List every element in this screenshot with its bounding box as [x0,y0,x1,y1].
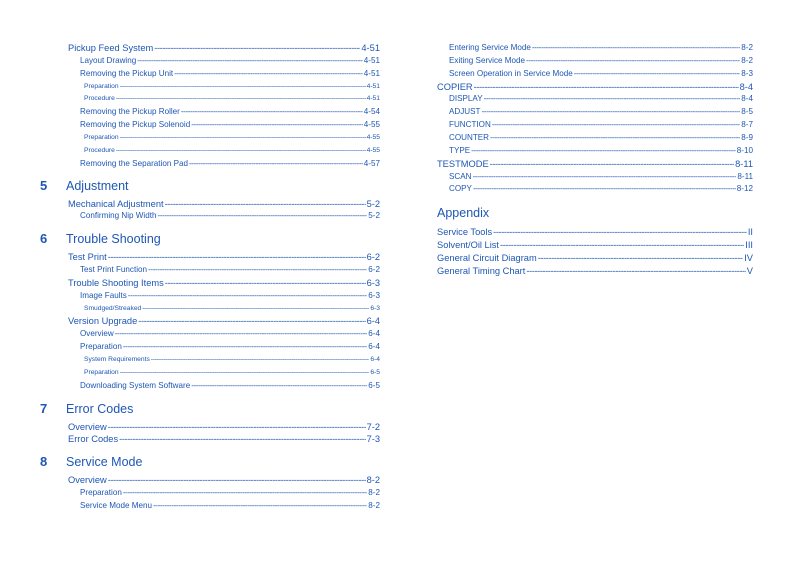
dot-leader [115,328,368,340]
toc-entry[interactable] [449,145,753,157]
chapter-number: 6 [40,231,48,247]
dot-leader [484,93,741,105]
toc-entry-title: COPIER [437,81,473,92]
toc-page-number: 4-55 [366,146,380,154]
toc-entry[interactable] [449,68,753,80]
toc-entry[interactable] [449,55,753,67]
chapter-title: Trouble Shooting [66,232,161,247]
toc-page-number: 8-11 [735,158,753,169]
dot-leader [137,55,363,67]
toc-entry[interactable] [80,500,380,512]
toc-page-number: 4-57 [363,158,380,168]
toc-entry-title: Mechanical Adjustment [68,198,164,209]
dot-leader [116,145,366,157]
toc-page-number: 4-54 [363,107,380,117]
toc-page-number: 4-51 [363,68,380,78]
toc-entry[interactable] [449,106,753,118]
dot-leader [189,158,363,170]
toc-page-number: 8-2 [368,500,380,510]
toc-page-number: 8-2 [741,55,753,65]
chapter-title: Service Mode [66,455,143,470]
toc-entry-title: Removing the Pickup Unit [80,68,174,78]
dot-leader [471,145,736,157]
toc-page-number: 8-4 [739,81,753,92]
toc-entry[interactable] [80,106,380,118]
dot-leader [490,158,734,170]
dot-leader [120,81,366,93]
toc-entry-title: Confirming Nip Width [80,211,157,221]
dot-leader [120,367,370,379]
toc-entry[interactable] [84,93,380,105]
toc-entry[interactable] [80,328,380,340]
dot-leader [481,106,740,118]
toc-entry[interactable] [80,487,380,499]
toc-entry-title: Screen Operation in Service Mode [449,68,573,78]
chapter-number: 7 [40,400,48,416]
toc-entry-title: DISPLAY [449,94,483,104]
dot-leader [493,226,747,238]
dot-leader [526,55,740,67]
toc-page-number: 6-5 [370,368,380,376]
toc-entry[interactable] [80,68,380,80]
toc-entry[interactable] [80,55,380,67]
toc-page-number: 4-55 [366,133,380,141]
toc-page-number: 4-51 [366,95,380,103]
toc-entry-title: Overview [68,421,107,432]
toc-entry[interactable] [437,226,753,238]
dot-leader [128,290,368,302]
toc-page-number: 8-2 [366,475,380,486]
toc-page-number: 4-51 [361,43,380,53]
toc-page-number: V [746,265,753,276]
toc-page-number: 8-9 [741,132,753,142]
toc-entry-title: Procedure [84,95,115,103]
toc-entry-title: SCAN [449,171,472,181]
dot-leader [123,487,367,499]
toc-page-number: III [745,240,753,251]
toc-entry-title: System Requirements [84,356,150,363]
toc-entry-title: Solvent/Oil List [437,240,500,251]
toc-entry-title: Service Mode Menu [80,500,152,510]
toc-entry-title: Preparation [84,368,119,376]
toc-entry[interactable] [449,119,753,131]
toc-entry[interactable] [68,421,380,433]
toc-entry-title: Smudged/Streaked [84,304,142,312]
toc-entry-title: TESTMODE [437,158,489,169]
toc-page-number: 6-3 [368,290,380,300]
dot-leader [116,93,366,105]
dot-leader [108,421,366,433]
toc-entry[interactable] [68,315,380,327]
toc-entry-title: Preparation [80,342,122,352]
toc-page-number: 6-5 [368,380,380,390]
dot-leader [191,380,367,392]
toc-entry[interactable] [80,380,380,392]
toc-page-number: 6-4 [368,342,380,352]
toc-page-number: 8-7 [741,120,753,130]
toc-page-number: 8-5 [741,107,753,117]
dot-leader [108,251,366,263]
toc-page-number: 6-4 [370,356,380,363]
toc-page-number: 8-2 [368,488,380,498]
toc-entry[interactable] [84,303,380,315]
toc-entry[interactable] [437,265,753,277]
chapter-heading [40,178,129,193]
toc-entry-title: General Circuit Diagram [437,252,537,263]
toc-page-number: 6-2 [366,252,380,263]
toc-entry[interactable] [449,171,753,183]
toc-entry-title: ADJUST [449,107,481,117]
dot-leader [148,264,367,276]
toc-entry-title: General Timing Chart [437,265,526,276]
toc-entry-title: Test Print [68,252,107,263]
toc-entry[interactable] [84,145,380,157]
chapter-title: Adjustment [66,178,129,193]
dot-leader [490,132,740,144]
dot-leader [492,119,740,131]
toc-entry-title: Exiting Service Mode [449,55,526,65]
toc-entry-title: Pickup Feed System [68,43,154,53]
toc-entry[interactable] [437,158,753,170]
toc-entry-title: Test Print Function [80,265,148,275]
toc-entry-title: Service Tools [437,227,493,238]
toc-entry-title: Overview [80,329,114,339]
dot-leader [532,42,740,54]
toc-page-number: 8-4 [741,94,753,104]
toc-entry[interactable] [449,42,753,54]
dot-leader [181,106,363,118]
toc-page-number: II [747,227,753,238]
toc-page-number: 7-3 [366,434,380,445]
toc-page-number: IV [744,252,753,263]
toc-page-number: 8-12 [736,184,753,194]
toc-entry[interactable] [84,354,380,366]
dot-leader [120,132,366,144]
toc-entry[interactable] [84,81,380,93]
chapter-heading [437,206,489,220]
toc-page-number: 6-4 [366,316,380,327]
toc-entry[interactable] [449,132,753,144]
dot-leader [538,252,743,264]
chapter-number: 8 [40,454,48,470]
toc-entry-title: COPY [449,184,472,194]
dot-leader [108,474,366,486]
toc-entry[interactable] [84,132,380,144]
dot-leader [165,277,366,289]
toc-entry-title: Removing the Pickup Solenoid [80,120,191,130]
dot-leader [174,68,363,80]
toc-page-number: 6-3 [366,277,380,288]
toc-entry[interactable] [437,252,753,264]
dot-leader [142,303,369,315]
toc-entry[interactable] [437,239,753,251]
toc-entry-title: Overview [68,475,107,486]
toc-entry-title: Preparation [84,82,119,90]
toc-entry-title: Downloading System Software [80,380,191,390]
chapter-heading [40,401,133,416]
toc-entry[interactable] [449,183,753,195]
toc-entry[interactable] [80,264,380,276]
toc-entry-title: FUNCTION [449,120,491,130]
toc-entry[interactable] [68,198,380,210]
dot-leader [157,210,367,222]
dot-leader [165,198,366,210]
toc-page-number: 4-55 [363,120,380,130]
toc-entry-title: Trouble Shooting Items [68,277,164,288]
chapter-number: 5 [40,177,48,193]
toc-page-number: 6-4 [368,329,380,339]
chapter-title: Appendix [437,206,490,221]
toc-entry-title: Removing the Separation Pad [80,158,188,168]
toc-entry-title: Image Faults [80,290,127,300]
dot-leader [153,500,367,512]
toc-entry-title: Error Codes [68,434,119,445]
dot-leader [574,68,741,80]
toc-entry[interactable] [80,158,380,170]
dot-leader [138,315,365,327]
toc-entry[interactable] [84,367,380,379]
toc-entry-title: Layout Drawing [80,55,137,65]
chapter-title: Error Codes [66,401,134,416]
dot-leader [474,81,739,93]
dot-leader [526,265,745,277]
dot-leader [123,341,367,353]
toc-entry-title: Version Upgrade [68,316,138,327]
toc-entry-title: Preparation [84,133,119,141]
toc-entry[interactable] [68,474,380,486]
toc-page-number: 8-2 [741,43,753,52]
toc-entry[interactable] [80,341,380,353]
toc-page-number: 6-3 [370,304,380,312]
toc-entry[interactable] [80,290,380,302]
toc-entry-title: Procedure [84,146,115,154]
dot-leader [154,42,360,54]
toc-entry[interactable] [449,93,753,105]
dot-leader [119,433,365,445]
toc-entry-title: COUNTER [449,132,490,142]
toc-entry[interactable] [437,81,753,93]
toc-page-number: 4-51 [363,55,380,65]
toc-page-number: 8-3 [741,68,753,78]
dot-leader [500,239,744,251]
toc-page-number: 8-10 [736,145,753,155]
toc-entry[interactable] [80,210,380,222]
toc-page-number: 5-2 [368,211,380,221]
toc-entry[interactable] [68,277,380,289]
toc-page-number: 6-2 [368,265,380,275]
toc-entry[interactable] [68,42,380,54]
toc-entry-title: Removing the Pickup Roller [80,107,180,117]
chapter-heading [40,231,161,246]
toc-entry-title: Entering Service Mode [449,43,531,52]
dot-leader [473,183,736,195]
toc-entry[interactable] [80,119,380,131]
toc-entry-title: Preparation [80,488,122,498]
dot-leader [191,119,363,131]
chapter-heading [40,454,142,469]
toc-entry-title: TYPE [449,145,471,155]
dot-leader [151,354,370,366]
dot-leader [473,171,737,183]
toc-page-number: 8-11 [737,171,753,181]
toc-entry[interactable] [68,251,380,263]
toc-entry[interactable] [68,433,380,445]
toc-page-number: 7-2 [366,421,380,432]
toc-page-number: 5-2 [366,198,380,209]
toc-page-number: 4-51 [366,82,380,90]
